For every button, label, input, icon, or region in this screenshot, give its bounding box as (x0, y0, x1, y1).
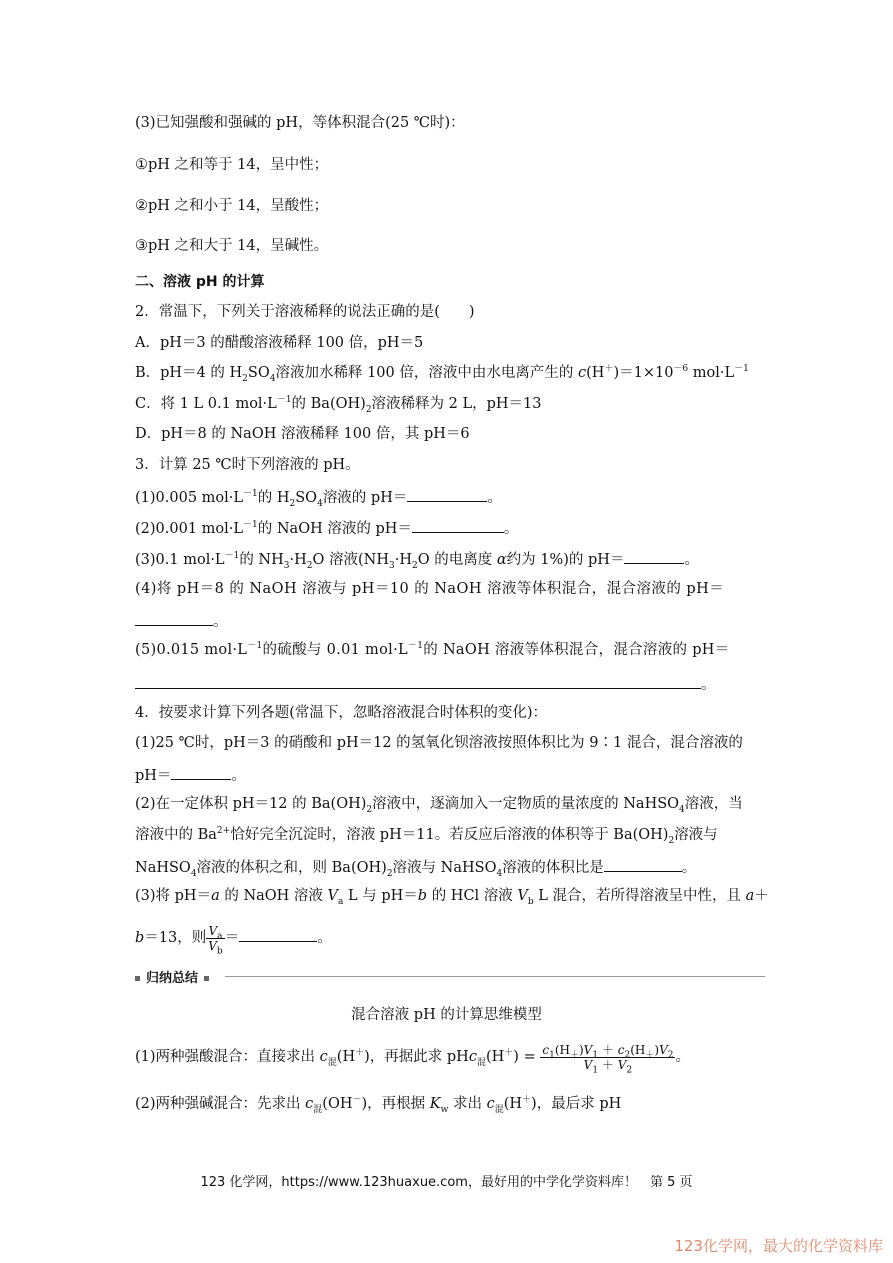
square-bullet-icon (135, 976, 140, 981)
summary-method-1: (1)两种强酸混合：直接求出 $c_混(H^+)$，再据此求 pHc$_混$(H＋) = $\frac{c_1(H_+)V_1 + c_2(H_+)V_2}{V_1 + V_2}$ 。 (135, 1042, 690, 1075)
mixing-formula-fraction: $\frac{c_1(H_+)V_1 + c_2(H_+)V_2}{V_1 + V_2}$ (542, 1042, 674, 1075)
q2-option-a: A．pH＝3 的醋酸溶液稀释 100 倍，pH＝5 (135, 335, 424, 351)
q3-sub-1: (1)0.005 $mol\cdot L^{-1}$的 $H_2SO_4$溶液的 pH＝ 。 (135, 487, 502, 507)
q2-option-d: D．pH＝8 的 NaOH 溶液稀释 100 倍，其 pH＝6 (135, 426, 470, 442)
q3-sub-5: (5)0.015 $mol\cdot L^{-1}$的硫酸与 0.01 $mol\cdot L^{-1}$的 NaOH 溶液等体积混合，混合溶液的 pH＝ (135, 641, 730, 658)
answer-blank[interactable] (239, 927, 317, 942)
q2-stem: 2．常温下，下列关于溶液稀释的说法正确的是( ) (135, 304, 475, 320)
q4-sub-2-line1: (2)在一定体积 pH＝12 的 $Ba(OH)_2$溶液中，逐滴加入一定物质的量浓度的 NaHSO$_4$溶液，当 (135, 796, 743, 815)
summary-title: 混合溶液 pH 的计算思维模型 (351, 1007, 542, 1023)
p3-intro: (3)已知强酸和强碱的 pH，等体积混合(25 ℃时)： (135, 115, 465, 131)
q3-sub-5-answer: 。 (135, 674, 716, 694)
q4-sub-2-line2: 溶液中的 $Ba^{2+}$恰好完全沉淀时，溶液 pH＝11。若反应后溶液的体积等于 $Ba(OH)_2$溶液与 (135, 826, 718, 846)
p3-item-3: ③pH 之和大于 14，呈碱性。 (135, 238, 329, 254)
volume-ratio-fraction: $\frac{V_a}{V_b}$ (208, 923, 223, 956)
q4-sub-3-line1: (3)将 pH＝a 的 NaOH 溶液 $V_a$ L 与 pH＝b 的 HCl 溶液 $V_b$ L 混合，若所得溶液呈中性，且 a＋ (135, 888, 769, 907)
answer-blank[interactable] (412, 518, 504, 533)
divider (225, 976, 765, 977)
section-title: 二、溶液 pH 的计算 (135, 274, 265, 290)
q3-sub-4-answer: 。 (135, 611, 228, 631)
answer-blank[interactable] (604, 857, 682, 872)
q2-option-b: B．pH＝4 的 $H_2SO_4$溶液加水稀释 100 倍，溶液中由水电离产生的 $c(H^+)=1\times 10^{-6}$ $mol\cdot L^{-1}$ (135, 364, 749, 384)
q4-sub-1-answer: pH＝ 。 (135, 765, 246, 785)
answer-blank[interactable] (624, 549, 684, 564)
q4-stem: 4．按要求计算下列各题(常温下，忽略溶液混合时体积的变化)： (135, 705, 548, 721)
q3-sub-2: (2)0.001 $mol\cdot L^{-1}$的 NaOH 溶液的 pH＝ 。 (135, 518, 518, 538)
q4-sub-3-line2: b＝13，则 $\frac{V_a}{V_b}$ ＝ 。 (135, 923, 332, 956)
q3-sub-3: (3)0.1 $mol\cdot L^{-1}$的 $NH_3\cdot H_2O$ 溶液($NH_3\cdot H_2O$ 的电离度 α约为 1%)的 pH＝ 。 (135, 549, 699, 569)
answer-blank[interactable] (171, 765, 231, 780)
square-bullet-icon (204, 976, 209, 981)
answer-blank[interactable] (407, 487, 487, 502)
answer-blank[interactable] (135, 674, 701, 689)
p3-item-1: ①pH 之和等于 14，呈中性； (135, 157, 329, 173)
q3-stem: 3．计算 25 ℃时下列溶液的 pH。 (135, 457, 360, 473)
q4-sub-1: (1)25 ℃时，pH＝3 的硝酸和 pH＝12 的氢氧化钡溶液按照体积比为 9∶1 混合，混合溶液的 (135, 735, 743, 751)
summary-header: 归纳总结 (135, 967, 765, 987)
summary-method-2: (2)两种强碱混合：先求出 $c_混(OH^-)$，再根据 $K_w$ 求出 $c_混(H^+)$，最后求 pH (135, 1095, 622, 1115)
q4-sub-2-line3: NaHSO$_4$溶液的体积之和，则 $Ba(OH)_2$溶液与 NaHSO$_4$溶液的体积比是 。 (135, 857, 696, 877)
answer-blank[interactable] (135, 611, 213, 626)
p3-item-2: ②pH 之和小于 14，呈酸性； (135, 198, 329, 214)
q2-option-c: C．将 1 L 0.1 $mol\cdot L^{-1}$的 $Ba(OH)_2$溶液稀释为 2 L，pH＝13 (135, 395, 542, 415)
watermark: 123化学网，最大的化学资料库 (674, 1237, 883, 1255)
q3-sub-4: (4)将 pH＝8 的 NaOH 溶液与 pH＝10 的 NaOH 溶液等体积混合，混合溶液的 pH＝ (135, 581, 725, 597)
page-footer: 123 化学网，https://www.123huaxue.com，最好用的中学化学资料库！ 第 5 页 (200, 1175, 693, 1190)
